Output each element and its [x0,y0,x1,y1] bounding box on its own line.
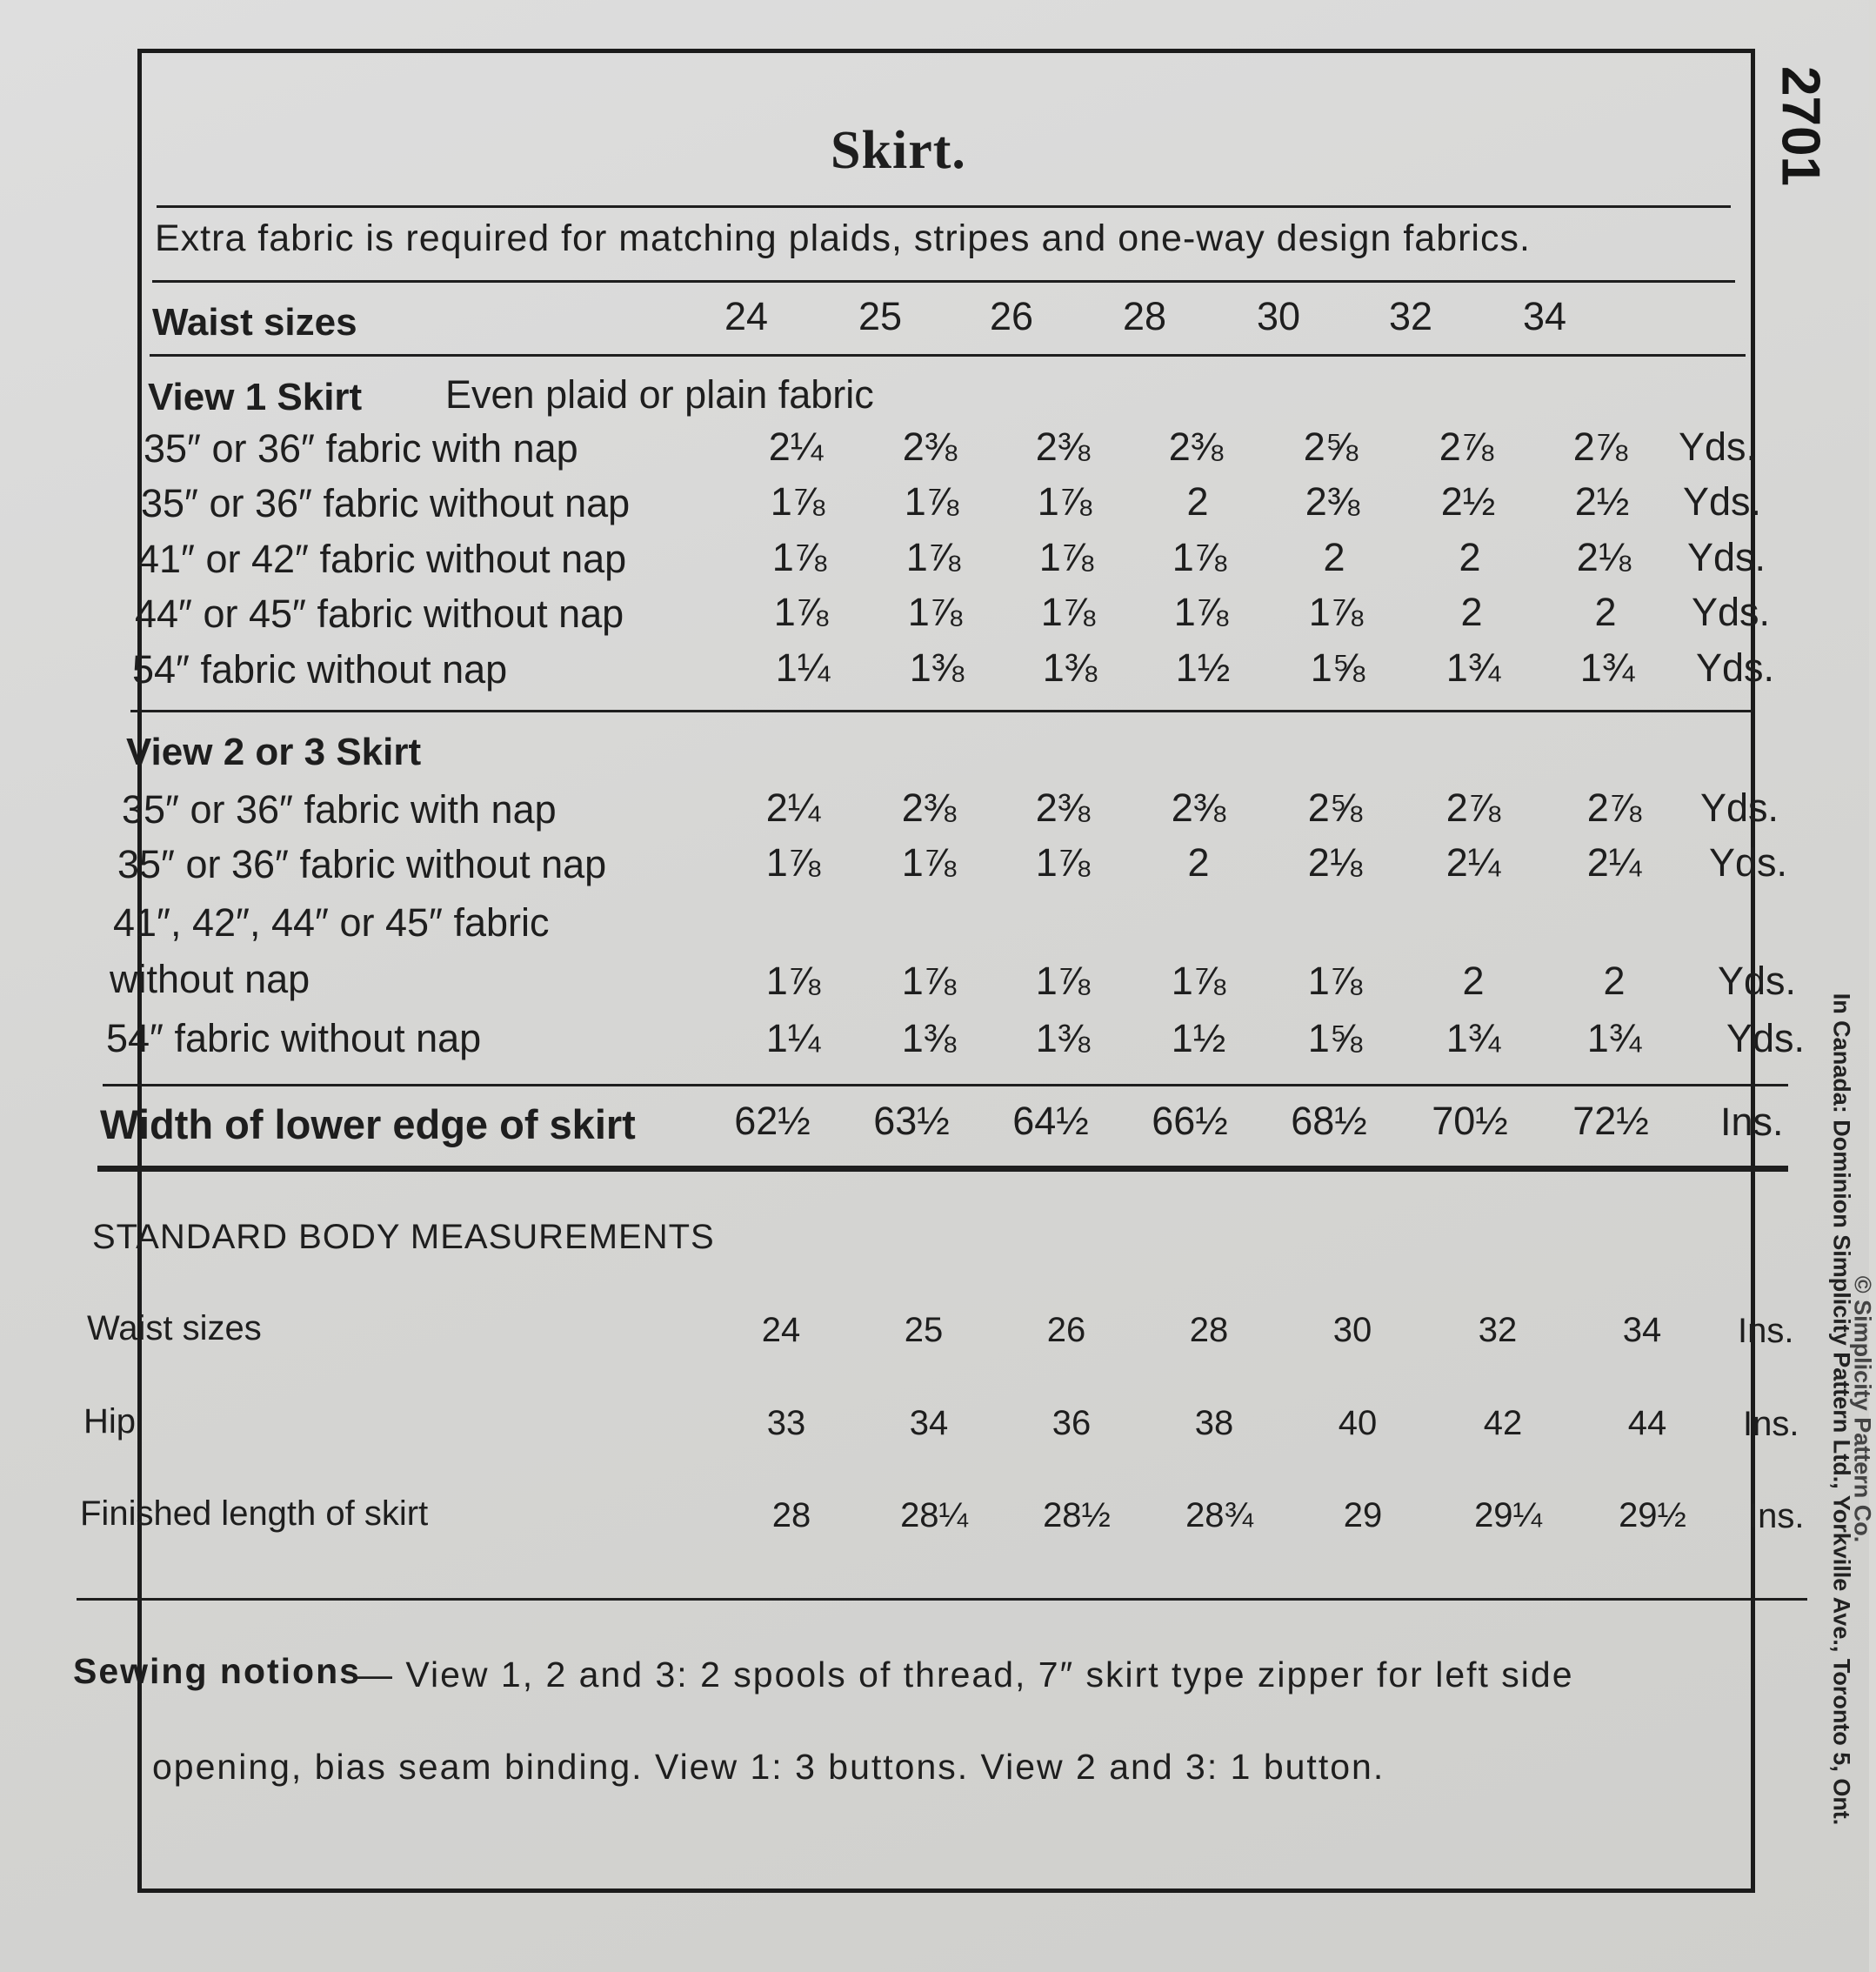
view1-cell: 2⅞ [1572,424,1628,469]
std-row-label: Finished length of skirt [80,1494,429,1533]
view1-cell: 1⅞ [1308,590,1364,634]
divider [157,205,1731,208]
view2-cell: 2 [1603,959,1626,1003]
std-cell: 29¼ [1474,1496,1542,1534]
width-cell: 64½ [1012,1099,1089,1143]
view1-cell: 1⅜ [909,645,965,690]
std-cell: 34 [909,1404,949,1442]
std-cell: 38 [1194,1404,1234,1442]
view1-cell: 1⅞ [905,535,961,579]
view2-cell: 2⅛ [1307,840,1363,885]
waist-size-col: 26 [989,294,1034,338]
side-copyright-text [1805,896,1876,1922]
view1-cell: 2 [1459,535,1481,579]
std-cell: 29½ [1619,1496,1686,1534]
view1-cell: 2⅞ [1439,424,1494,469]
view1-cell: 2 [1594,590,1617,634]
view2-cell: 2¼ [1586,840,1642,885]
view2-cell: 1⅞ [1035,840,1091,885]
view1-unit: Yds. [1679,424,1758,469]
view2-unit: Yds. [1718,959,1797,1003]
view1-cell: 1½ [1175,645,1231,690]
view1-cell: 1⅞ [1038,535,1094,579]
view1-subtitle: Even plaid or plain fabric [445,372,874,417]
view1-cell: 1⅞ [1172,535,1227,579]
std-cell: 44 [1627,1404,1667,1442]
view2-title: View 2 or 3 Skirt [126,731,422,773]
waist-size-col: 34 [1522,294,1567,338]
width-cell: 62½ [734,1099,811,1143]
view2-cell: 1⅝ [1307,1016,1363,1060]
view1-cell: 1⅞ [1040,590,1096,634]
view1-cell: 1¾ [1445,645,1501,690]
waist-size-col: 25 [858,294,903,338]
waist-size-col: 28 [1122,294,1167,338]
view1-unit: Yds. [1692,590,1771,634]
view2-cell: 1⅞ [901,840,957,885]
std-cell: 33 [766,1404,806,1442]
width-unit: Ins. [1720,1100,1784,1144]
view1-cell: 1⅞ [1173,590,1229,634]
view1-unit: Yds. [1687,535,1766,579]
standard-measurements-title: STANDARD BODY MEASUREMENTS [92,1218,715,1256]
view1-cell: 2 [1186,479,1209,524]
view1-row-label: 54″ fabric without nap [132,647,508,692]
view1-unit: Yds. [1696,645,1775,690]
view1-cell: 1⅞ [907,590,963,634]
std-cell: 24 [761,1311,801,1349]
view1-unit: Yds. [1683,479,1762,524]
width-cell: 63½ [873,1099,950,1143]
width-cell: 68½ [1291,1099,1367,1143]
divider [77,1598,1807,1601]
view2-cell: 1¾ [1586,1016,1642,1060]
divider [103,1084,1788,1086]
view1-row-label: 35″ or 36″ fabric without nap [141,481,631,525]
view2-cell: 1⅞ [1171,959,1226,1003]
view2-cell: 1¼ [765,1016,821,1060]
view2-cell: 2¼ [765,785,821,830]
std-cell: 29 [1343,1496,1383,1534]
view2-cell: 2¼ [1445,840,1501,885]
view1-cell: 2⅜ [902,424,958,469]
std-cell: 26 [1046,1311,1086,1349]
std-cell: 25 [904,1311,944,1349]
view2-cell: 1⅞ [1035,959,1091,1003]
view2-cell: 2⅝ [1307,785,1363,830]
std-cell: 34 [1622,1311,1662,1349]
std-unit: Ins. [1748,1497,1805,1535]
view1-cell: 2½ [1440,479,1496,524]
view2-cell: 1⅜ [901,1016,957,1060]
view2-cell: 1¾ [1445,1016,1501,1060]
divider [150,354,1746,357]
waist-sizes-label: Waist sizes [152,301,357,344]
view1-cell: 2 [1323,535,1345,579]
view1-cell: 1⅞ [773,590,829,634]
view2-cell: 1⅞ [765,840,821,885]
width-row-label: Width of lower edge of skirt [100,1101,636,1147]
width-cell: 70½ [1432,1099,1508,1143]
std-cell: 28 [771,1496,811,1534]
view1-cell: 1⅜ [1042,645,1098,690]
waist-size-col: 32 [1388,294,1433,338]
view2-cell: 1⅞ [765,959,821,1003]
view1-cell: 1⅞ [770,479,825,524]
view2-row-label: 35″ or 36″ fabric without nap [117,842,607,886]
width-cell: 66½ [1152,1099,1228,1143]
std-cell: 36 [1051,1404,1092,1442]
view1-cell: 2 [1460,590,1483,634]
width-cell: 72½ [1572,1099,1649,1143]
std-cell: 30 [1332,1311,1372,1349]
view2-cell: 1½ [1171,1016,1226,1060]
sewing-notions-label: Sewing notions [73,1651,361,1691]
side-copyright: © Simplicity Pattern Co. [1849,1275,1876,1543]
view2-cell: 2⅜ [1171,785,1226,830]
view2-cell: 2 [1187,840,1210,885]
view2-cell: 2⅞ [1586,785,1642,830]
std-row-label: Waist sizes [87,1309,262,1347]
std-cell: 28½ [1043,1496,1111,1534]
extra-fabric-note: Extra fabric is required for matching plaids, stripes and one-way design fabrics. [155,217,1531,259]
std-cell: 32 [1478,1311,1518,1349]
std-cell: 28¾ [1185,1496,1253,1534]
view1-cell: 2⅜ [1035,424,1091,469]
view2-row-label: 41″, 42″, 44″ or 45″ fabric [113,900,550,945]
waist-size-col: 30 [1256,294,1301,338]
divider-thick [97,1166,1788,1172]
view2-cell: 1⅞ [1307,959,1363,1003]
view2-unit: Yds. [1700,785,1779,830]
std-cell: 42 [1483,1404,1523,1442]
sewing-notions-line2: opening, bias seam binding. View 1: 3 buttons. View 2 and 3: 1 button. [152,1747,1385,1787]
view1-cell: 2⅜ [1305,479,1360,524]
divider [152,280,1735,283]
view2-cell: 1⅜ [1035,1016,1091,1060]
std-unit: Ins. [1738,1312,1794,1350]
view1-cell: 1⅞ [771,535,827,579]
std-unit: Ins. [1743,1405,1799,1443]
view2-cell: 2⅞ [1445,785,1501,830]
view1-cell: 2⅜ [1168,424,1224,469]
view1-cell: 1¼ [775,645,831,690]
view2-row-label: 54″ fabric without nap [106,1016,482,1060]
view1-cell: 1⅞ [904,479,959,524]
view2-row-label: 35″ or 36″ fabric with nap [122,787,557,832]
view1-cell: 1⅝ [1310,645,1365,690]
view2-row-label-cont: without nap [110,957,310,1001]
std-cell: 28 [1189,1311,1229,1349]
view1-cell: 2⅝ [1303,424,1359,469]
view1-row-label: 35″ or 36″ fabric with nap [144,426,578,471]
view2-cell: 2 [1462,959,1485,1003]
view1-row-label: 41″ or 42″ fabric without nap [137,537,627,581]
view1-cell: 2¼ [768,424,824,469]
pattern-number: 2701 [1770,66,1831,186]
page-title: Skirt. [831,121,966,180]
std-cell: 28¼ [900,1496,968,1534]
view1-cell: 2½ [1574,479,1630,524]
view1-cell: 2⅛ [1576,535,1632,579]
view1-title: View 1 Skirt [148,376,363,418]
view2-unit: Yds. [1726,1016,1806,1060]
waist-size-col: 24 [724,294,769,338]
divider [130,710,1753,712]
view2-unit: Yds. [1709,840,1788,885]
view1-row-label: 44″ or 45″ fabric without nap [135,592,624,636]
view2-cell: 1⅞ [901,959,957,1003]
sewing-notions-line1: — View 1, 2 and 3: 2 spools of thread, 7″ skirt type zipper for left side [357,1654,1574,1695]
view2-cell: 2⅜ [901,785,957,830]
view2-cell: 2⅜ [1035,785,1091,830]
std-cell: 40 [1338,1404,1378,1442]
side-canada-address: In Canada: Dominion Simplicity Pattern Ltd., Yorkville Ave., Toronto 5, Ont. [1828,993,1855,1826]
view1-cell: 1¾ [1579,645,1635,690]
view1-cell: 1⅞ [1037,479,1092,524]
std-row-label: Hip [83,1402,137,1441]
